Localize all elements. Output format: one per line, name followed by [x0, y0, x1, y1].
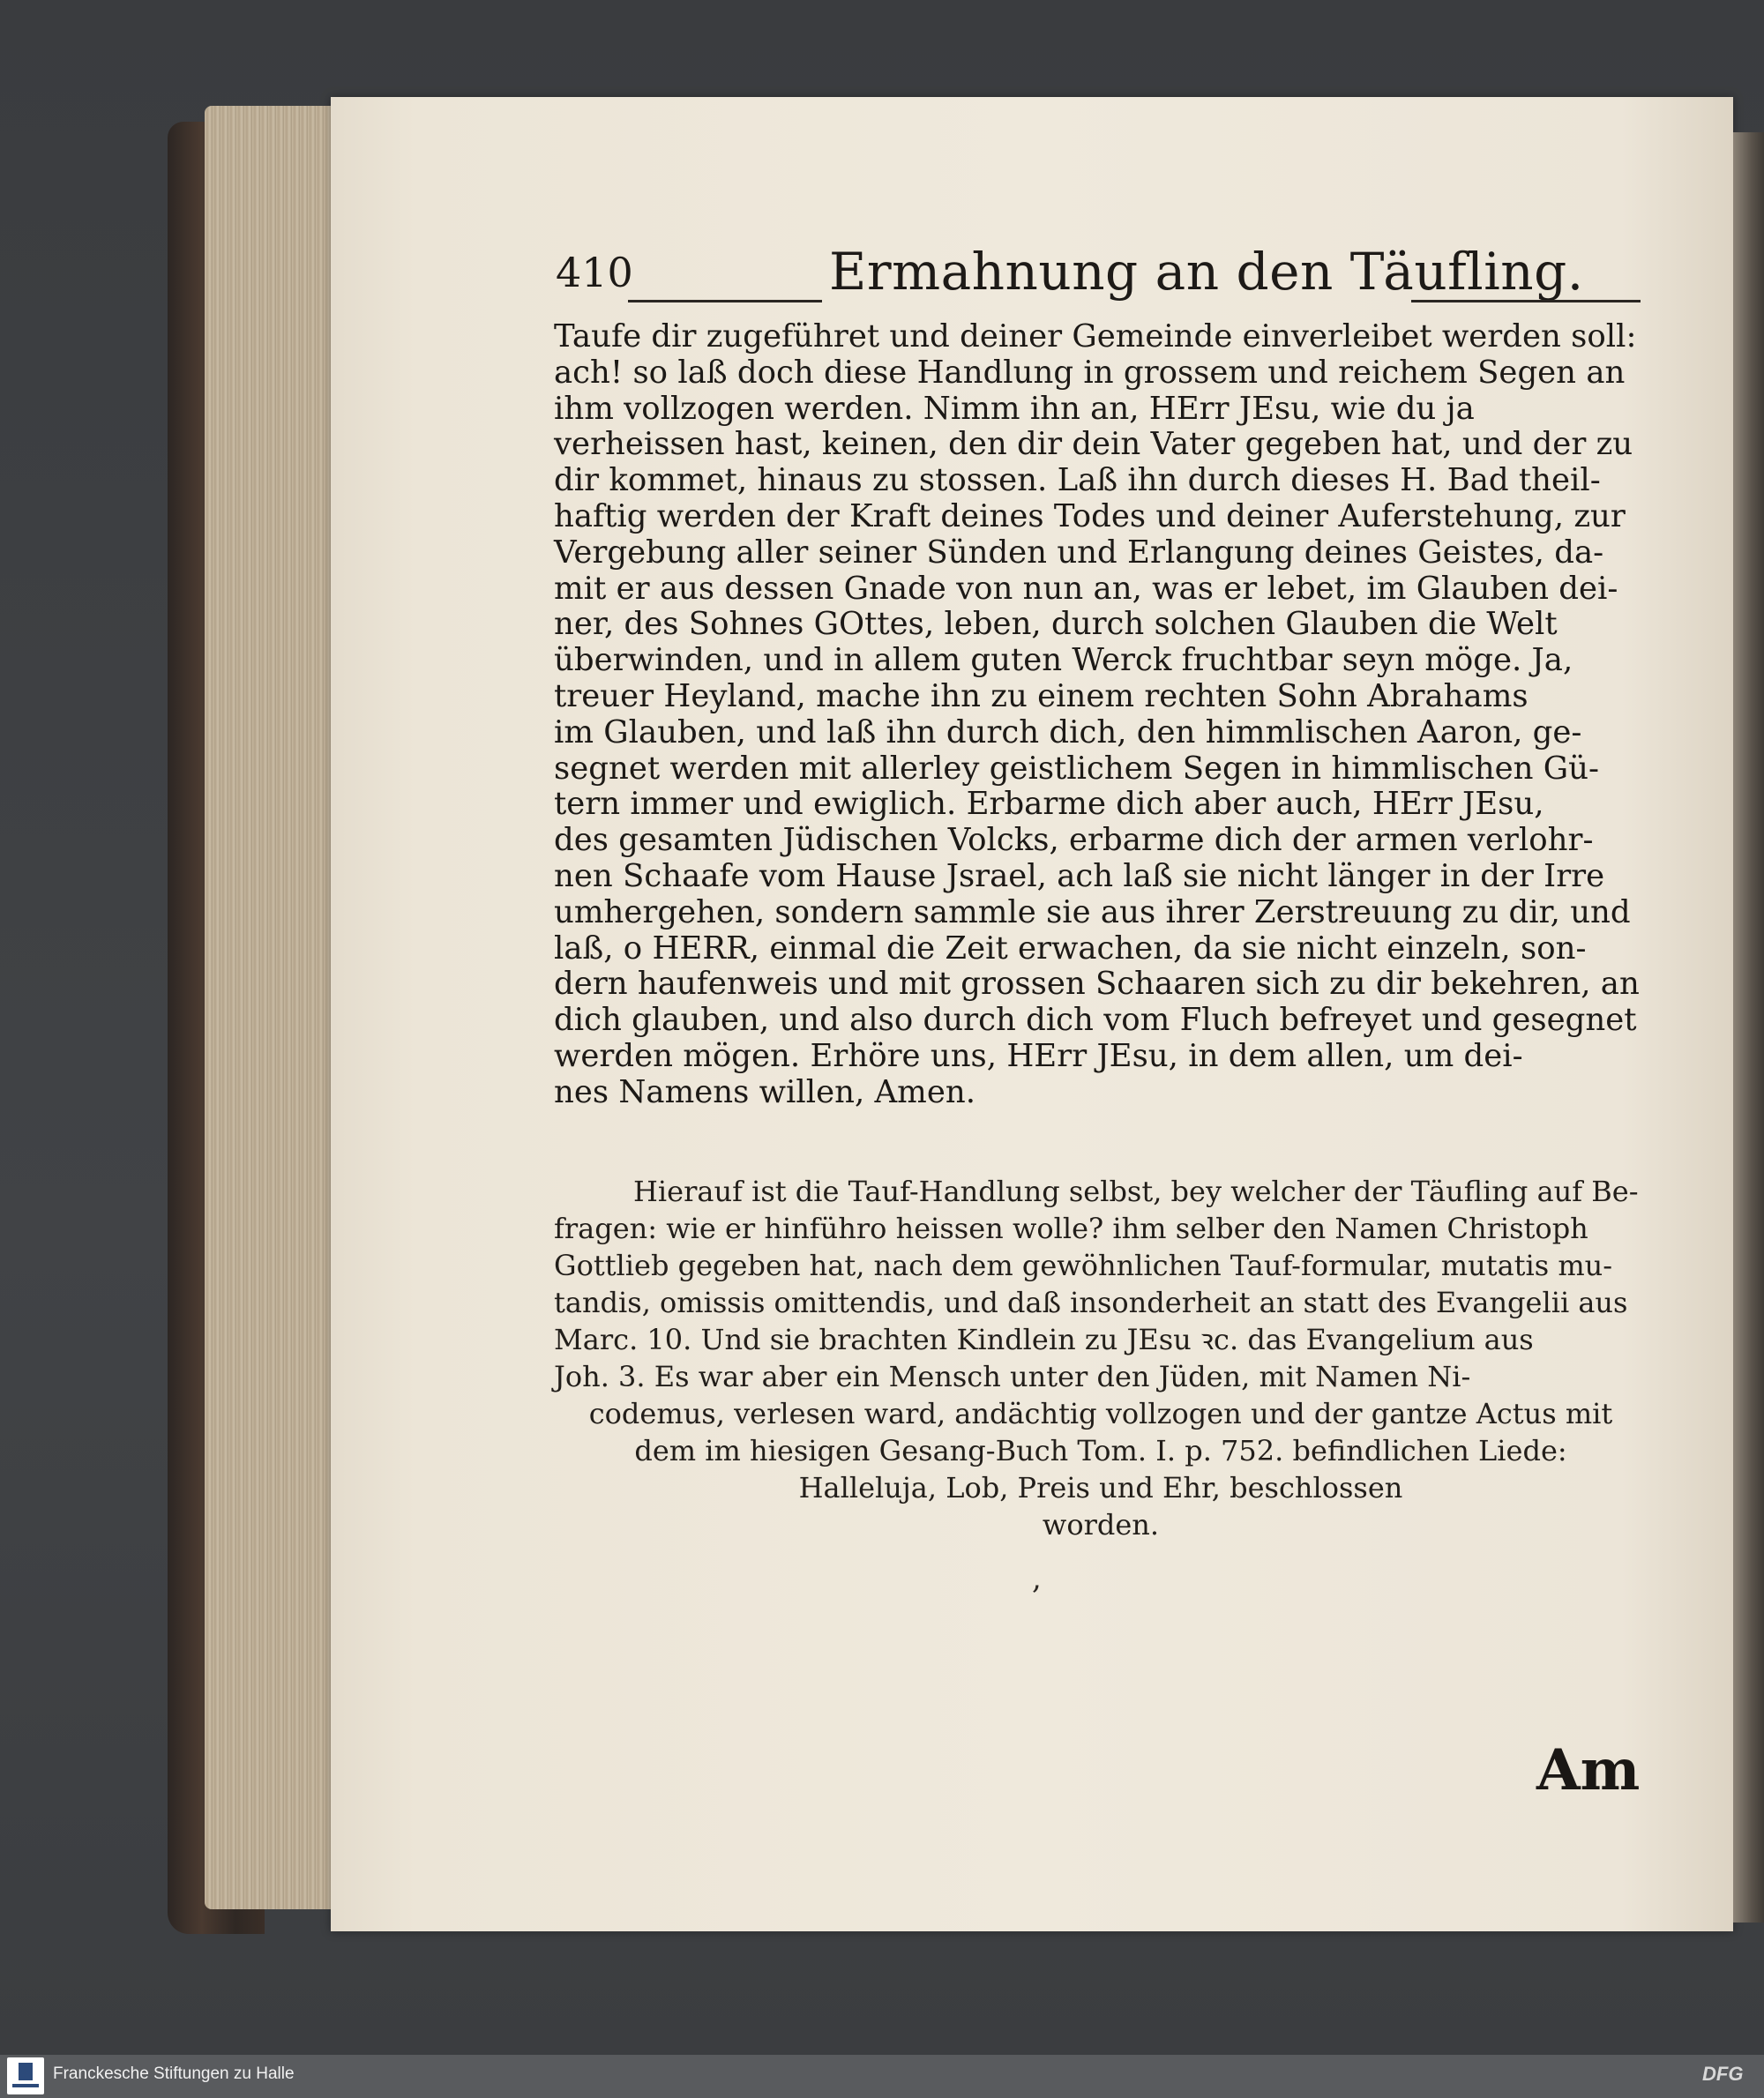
note-line: dem im hiesigen Gesang-Buch Tom. I. p. 752. befindlichen Liede:: [634, 1434, 1567, 1467]
text-line: werden mögen. Erhöre uns, HErr JEsu, in dem allen, um dei-: [554, 1037, 1523, 1074]
logo-base: [12, 2084, 39, 2087]
note-line: codemus, verlesen ward, andächtig vollzogen und der gantze Actus mit: [588, 1397, 1613, 1430]
text-line: haftig werden der Kraft deines Todes und deiner Auferstehung, zur: [554, 497, 1626, 534]
header-rule-right: [1411, 300, 1641, 302]
rubric-note: [554, 1173, 1648, 1543]
text-line: ihm vollzogen werden. Nimm ihn an, HErr JEsu, wie du ja: [554, 390, 1475, 427]
note-line: Hierauf ist die Tauf-Handlung selbst, bey welcher der Täufling auf Be-: [633, 1175, 1639, 1208]
text-line: ach! so laß doch diese Handlung in grossem und reichem Segen an: [554, 354, 1626, 391]
text-line: verheissen hast, keinen, den dir dein Vater gegeben hat, und der zu: [554, 426, 1633, 463]
note-line: fragen: wie er hinführo heissen wolle? ihm selber den Namen Christoph: [554, 1212, 1588, 1245]
text-line: dir kommet, hinaus zu stossen. Laß ihn durch dieses H. Bad theil-: [554, 462, 1601, 499]
note-line: Gottlieb gegeben hat, nach dem gewöhnlichen Tauf-formular, mutatis mu-: [554, 1249, 1613, 1282]
text-line: im Glauben, und laß ihn durch dich, den himmlischen Aaron, ge-: [554, 713, 1582, 750]
text-line: segnet werden mit allerley geistlichem Segen in himmlischen Gü-: [554, 750, 1600, 787]
text-line: des gesamten Jüdischen Volcks, erbarme dich der armen verlohr-: [554, 822, 1594, 859]
text-line: laß, o HERR, einmal die Zeit erwachen, da sie nicht einzeln, son-: [554, 930, 1587, 967]
logo-mark: [19, 2063, 33, 2080]
facing-page-edge: [1733, 132, 1764, 1923]
note-line: Halleluja, Lob, Preis und Ehr, beschlossen: [798, 1471, 1403, 1504]
running-title: Ermahnung an den Täufling.: [829, 242, 1584, 302]
note-line: Joh. 3. Es war aber ein Mensch unter den Jüden, mit Namen Ni-: [554, 1360, 1471, 1393]
text-line: überwinden, und in allem guten Werck fruchtbar seyn möge. Ja,: [554, 642, 1573, 679]
comma-mark: ,: [1032, 1561, 1042, 1596]
page-number: 410: [556, 249, 633, 296]
note-line: worden.: [1042, 1508, 1160, 1542]
catchword: Am: [1536, 1737, 1641, 1803]
prayer-text: [554, 319, 1648, 1111]
footer-institution: Franckesche Stiftungen zu Halle: [53, 2064, 295, 2083]
institution-logo-icon: [7, 2057, 44, 2094]
header-rule-left: [628, 300, 822, 302]
text-line: nen Schaafe vom Hause Jsrael, ach laß sie nicht länger in der Irre: [554, 857, 1605, 894]
text-line: nes Namens willen, Amen.: [554, 1073, 975, 1110]
page-header: [556, 242, 1641, 316]
page-edges: [205, 106, 337, 1909]
text-line: Vergebung aller seiner Sünden und Erlangung deines Geistes, da-: [554, 534, 1604, 571]
text-line: treuer Heyland, mache ihn zu einem rechten Sohn Abrahams: [554, 677, 1529, 714]
note-line: Marc. 10. Und sie brachten Kindlein zu JEsu ꝛc. das Evangelium aus: [554, 1323, 1534, 1356]
text-line: dern haufenweis und mit grossen Schaaren sich zu dir bekehren, an: [554, 966, 1640, 1003]
text-line: tern immer und ewiglich. Erbarme dich aber auch, HErr JEsu,: [554, 786, 1544, 823]
note-line: tandis, omissis omittendis, und daß insonderheit an statt des Evangelii aus: [554, 1286, 1628, 1319]
text-line: ner, des Sohnes GOttes, leben, durch solchen Glauben die Welt: [554, 606, 1558, 643]
funder-logo: DFG: [1702, 2063, 1744, 2085]
text-line: dich glauben, und also durch dich vom Fluch befreyet und gesegnet: [554, 1002, 1637, 1039]
text-line: mit er aus dessen Gnade von nun an, was er lebet, im Glauben dei-: [554, 570, 1618, 607]
text-line: Taufe dir zugeführet und deiner Gemeinde einverleibet werden soll:: [554, 318, 1637, 355]
text-line: umhergehen, sondern sammle sie aus ihrer Zerstreuung zu dir, und: [554, 893, 1631, 930]
